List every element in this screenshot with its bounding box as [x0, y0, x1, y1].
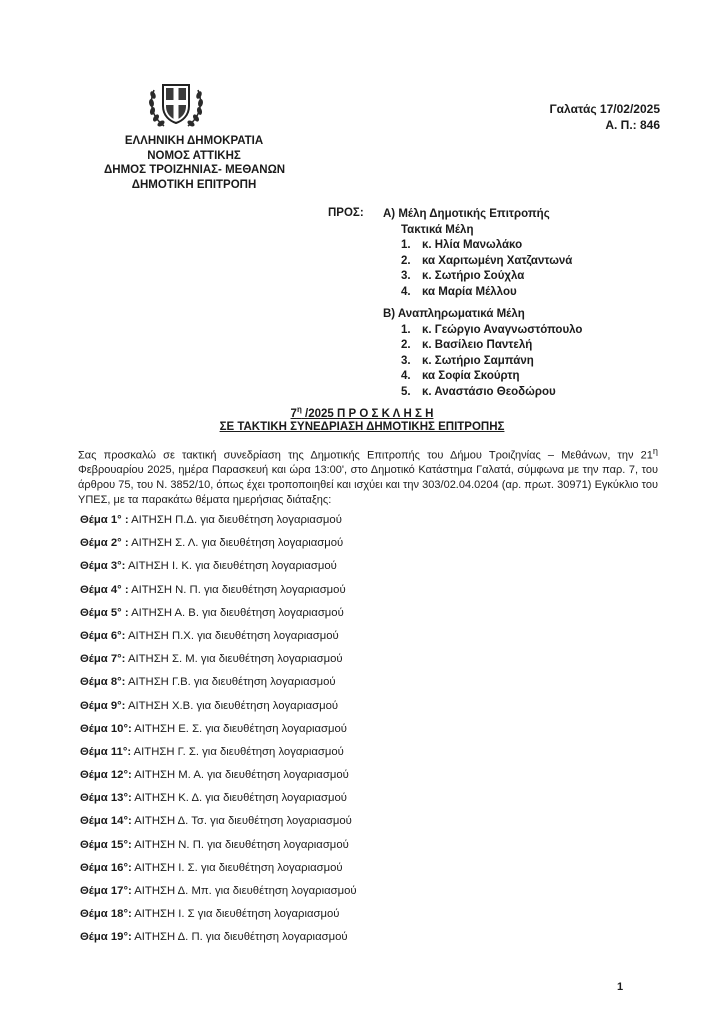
- issuer-line-committee: ΔΗΜΟΤΙΚΗ ΕΠΙΤΡΟΠΗ: [131, 178, 257, 191]
- issuer-line-republic: ΕΛΛΗΝΙΚΗ ΔΗΜΟΚΡΑΤΙΑ: [124, 135, 264, 147]
- place-date: Γαλατάς 17/02/2025: [549, 102, 660, 116]
- list-item: Θέμα 2° : ΑΙΤΗΣΗ Σ. Λ. για διευθέτηση λογαριασμού: [80, 537, 344, 550]
- list-item: Θέμα 6°: ΑΙΤΗΣΗ Π.Χ. για διευθέτηση λογαριασμού: [80, 629, 339, 642]
- list-item: Θέμα 17°: ΑΙΤΗΣΗ Δ. Μπ. για διευθέτηση λογαριασμού: [80, 885, 357, 897]
- group-a-title: Α) Μέλη Δημοτικής Επιτροπής: [383, 208, 550, 220]
- issuer-line-prefecture: ΝΟΜΟΣ ΑΤΤΙΚΗΣ: [147, 149, 241, 162]
- list-item: 4. κα Σοφία Σκούρτη: [401, 370, 520, 382]
- group-b-title: Β) Αναπληρωματικά Μέλη: [383, 308, 525, 320]
- page-number: 1: [617, 981, 624, 993]
- list-item: Θέμα 10°: ΑΙΤΗΣΗ Ε. Σ. για διευθέτηση λογαριασμού: [80, 722, 347, 735]
- greek-coat-of-arms-icon: [145, 76, 207, 132]
- recipients-label: ΠΡΟΣ:: [328, 207, 364, 219]
- list-item: Θέμα 11°: ΑΙΤΗΣΗ Γ. Σ. για διευθέτηση λογαριασμού: [80, 745, 344, 758]
- issuer-block: [104, 134, 284, 192]
- invitation-title: $7^\eta$ /2025 Π Ρ Ο Σ Κ Λ Η Σ Η: [290, 405, 434, 420]
- list-item: Θέμα 7°: ΑΙΤΗΣΗ Σ. Μ. για διευθέτηση λογαριασμού: [80, 653, 343, 666]
- agenda-topics: [80, 514, 357, 955]
- list-item: Θέμα 14°: ΑΙΤΗΣΗ Δ. Τσ. για διευθέτηση λογαριασμού: [80, 815, 352, 828]
- list-item: 3. κ. Σωτήριο Σαμπάνη: [401, 354, 534, 367]
- list-item: Θέμα 5° : ΑΙΤΗΣΗ Α. Β. για διευθέτηση λογαριασμού: [80, 606, 344, 619]
- list-item: 4. κα Μαρία Μέλλου: [401, 285, 517, 298]
- list-item: Θέμα 13°: ΑΙΤΗΣΗ Κ. Δ. για διευθέτηση λογαριασμού: [80, 792, 347, 805]
- list-item: Θέμα 9°: ΑΙΤΗΣΗ Χ.Β. για διευθέτηση λογαριασμού: [80, 699, 339, 712]
- list-item: Θέμα 15°: ΑΙΤΗΣΗ Ν. Π. για διευθέτηση λογαριασμού: [80, 838, 349, 851]
- issuer-line-municipality: ΔΗΜΟΣ ΤΡΟΙΖΗΝΙΑΣ- ΜΕΘΑΝΩΝ: [104, 164, 286, 176]
- list-item: 3. κ. Σωτήριο Σούχλα: [401, 270, 525, 282]
- list-item: Θέμα 1° : ΑΙΤΗΣΗ Π.Δ. για διευθέτηση λογαριασμού: [80, 514, 342, 526]
- list-item: 1. κ. Γεώργιο Αναγνωστόπουλο: [401, 323, 583, 336]
- protocol-number: Α. Π.: 846: [605, 118, 660, 132]
- invitation-subtitle: ΣΕ ΤΑΚΤΙΚΗ ΣΥΝΕΔΡΙΑΣΗ ΔΗΜΟΤΙΚΗΣ ΕΠΙΤΡΟΠΗΣ: [219, 420, 505, 433]
- list-item: Θέμα 4° : ΑΙΤΗΣΗ Ν. Π. για διευθέτηση λογαριασμού: [80, 583, 346, 596]
- list-item: Θέμα 12°: ΑΙΤΗΣΗ Μ. Α. για διευθέτηση λογαριασμού: [80, 769, 349, 782]
- date-protocol-block: [549, 101, 660, 133]
- list-item: 5. κ. Αναστάσιο Θεοδώρου: [401, 385, 556, 398]
- group-a-subtitle: Τακτικά Μέλη: [401, 223, 474, 236]
- list-item: 1. κ. Ηλία Μανωλάκο: [401, 239, 523, 251]
- list-item: 2. κ. Βασίλειο Παντελή: [401, 339, 533, 351]
- substitute-members-group: [383, 307, 582, 400]
- list-item: 2. κα Χαριτωμένη Χατζαντωνά: [401, 254, 573, 267]
- list-item: Θέμα 19°: ΑΙΤΗΣΗ Δ. Π. για διευθέτηση λογαριασμού: [80, 931, 348, 944]
- list-item: Θέμα 16°: ΑΙΤΗΣΗ Ι. Σ. για διευθέτηση λογαριασμού: [80, 861, 343, 874]
- list-item: Θέμα 8°: ΑΙΤΗΣΗ Γ.Β. για διευθέτηση λογαριασμού: [80, 676, 336, 689]
- intro-paragraph: Σας προσκαλώ σε τακτική συνεδρίαση της Δημοτικής Επιτροπής του Δήμου Τροιζηνίας – Μεθάνων, την $21^\eta$ Φεβρουαρίου 2025, ημέρα Παρασκευή και ώρα 13:00', στο Δημοτικό Κατάστημα Γαλατά, σύμφωνα με την παρ. 7, του άρθρου 75, του Ν. 3852/10, όπως έχει τροποποιηθεί και ισχύει και την 303/02.04.0204 (αρ. πρωτ. 30971) Εγκύκλιο του ΥΠΕΣ, με τα παρακάτω θέματα ημερήσιας διάταξης:: [78, 446, 658, 507]
- list-item: Θέμα 3°: ΑΙΤΗΣΗ Ι. Κ. για διευθέτηση λογαριασμού: [80, 560, 337, 573]
- invitation-heading: [0, 403, 724, 434]
- regular-members-group: [383, 207, 572, 300]
- list-item: Θέμα 18°: ΑΙΤΗΣΗ Ι. Σ για διευθέτηση λογαριασμού: [80, 908, 340, 921]
